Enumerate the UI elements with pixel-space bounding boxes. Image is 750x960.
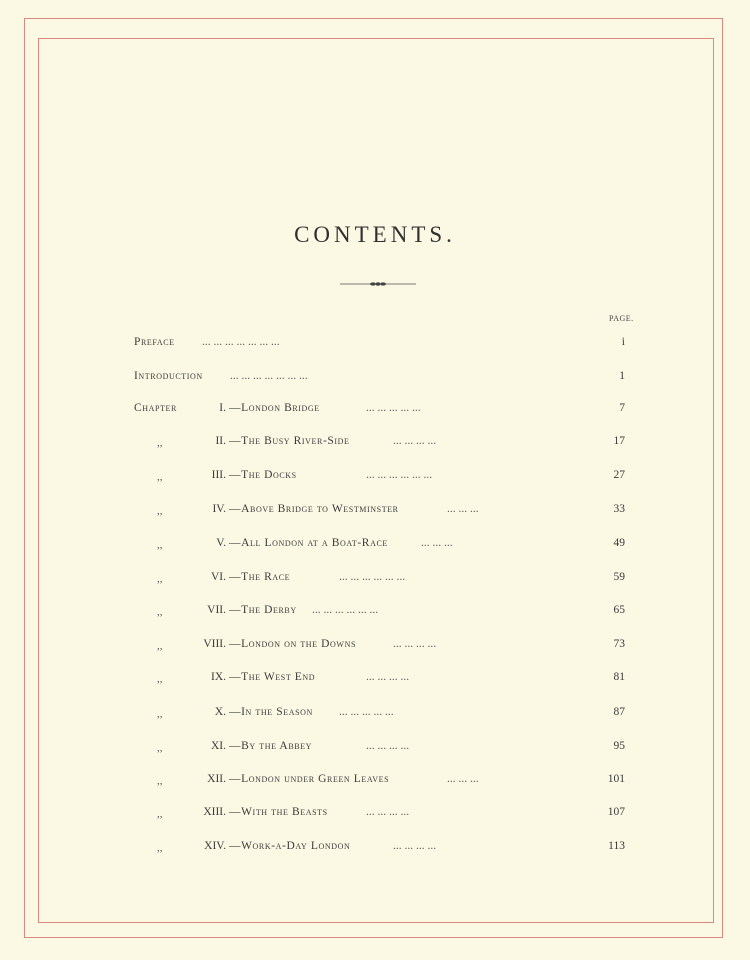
toc-row	[0, 770, 750, 788]
toc-title: —London Bridge	[229, 402, 320, 414]
leader-dots: ... ... ... ...	[393, 840, 437, 852]
toc-row	[0, 703, 750, 721]
page-number: 49	[613, 537, 625, 549]
ornament-divider-icon	[340, 281, 416, 287]
toc-row	[0, 635, 750, 653]
chapter-numeral: VI.	[210, 571, 226, 583]
page-number: 73	[613, 638, 625, 650]
leader-dots: ... ... ...	[447, 503, 479, 515]
ditto-mark: ,,	[157, 842, 163, 854]
toc-row	[0, 601, 750, 619]
toc-title: —The Derby	[229, 604, 297, 616]
page-number: 107	[607, 806, 625, 818]
leader-dots: ... ... ... ... ...	[339, 706, 394, 718]
page-column-header: PAGE.	[609, 314, 634, 323]
ditto-mark: ,,	[157, 742, 163, 754]
page-number: 101	[607, 773, 625, 785]
toc-row	[0, 668, 750, 686]
leader-dots: ... ... ... ... ... ...	[312, 604, 379, 616]
ditto-mark: ,,	[157, 606, 163, 618]
toc-title: —The Docks	[229, 469, 297, 481]
toc-row	[0, 803, 750, 821]
toc-title: —All London at a Boat-Race	[229, 537, 388, 549]
leader-dots: ... ... ... ...	[393, 435, 437, 447]
ditto-mark: ,,	[157, 505, 163, 517]
toc-row	[0, 837, 750, 855]
chapter-numeral: IX.	[210, 671, 226, 683]
toc-title: —The West End	[229, 671, 316, 683]
ditto-mark: ,,	[157, 775, 163, 787]
chapter-numeral: IV.	[212, 503, 226, 515]
toc-row	[0, 568, 750, 586]
page-number: 113	[608, 840, 625, 852]
toc-title: —The Busy River-Side	[229, 435, 350, 447]
leader-dots: ... ... ... ... ...	[366, 402, 421, 414]
page-number: 65	[613, 604, 625, 616]
toc-title: —The Race	[229, 571, 291, 583]
page-number: 27	[613, 469, 625, 481]
chapter-numeral: I.	[219, 402, 226, 414]
page-number: 95	[613, 740, 625, 752]
leader-dots: ... ... ... ...	[393, 638, 437, 650]
ditto-mark: ,,	[157, 808, 163, 820]
chapter-numeral: II.	[215, 435, 226, 447]
toc-row	[0, 500, 750, 518]
page-number: 7	[619, 402, 625, 414]
ditto-mark: ,,	[157, 539, 163, 551]
chapter-numeral: III.	[211, 469, 226, 481]
page-number: 59	[613, 571, 625, 583]
page-title: CONTENTS.	[294, 222, 456, 247]
leader-dots: ... ... ... ...	[366, 740, 410, 752]
toc-title: —London on the Downs	[229, 638, 357, 650]
ditto-mark: ,,	[157, 708, 163, 720]
chapter-numeral: VIII.	[203, 638, 226, 650]
leader-dots: ... ... ... ... ... ... ...	[202, 336, 280, 348]
leader-dots: ... ... ... ...	[366, 806, 410, 818]
toc-title: —In the Season	[229, 706, 313, 718]
page-number: 33	[613, 503, 625, 515]
ditto-mark: ,,	[157, 471, 163, 483]
toc-row	[0, 737, 750, 755]
leader-dots: ... ... ... ... ... ... ...	[230, 370, 308, 382]
chapter-numeral: V.	[216, 537, 226, 549]
chapter-numeral: XIII.	[203, 806, 226, 818]
chapter-label: Chapter	[134, 402, 177, 414]
page-number: i	[621, 336, 625, 348]
leader-dots: ... ... ...	[447, 773, 479, 785]
toc-row	[0, 432, 750, 450]
toc-title: —With the Beasts	[229, 806, 328, 818]
page-number: 1	[619, 370, 625, 382]
ditto-mark: ,,	[157, 437, 163, 449]
toc-title: Preface	[134, 336, 175, 348]
chapter-numeral: VII.	[207, 604, 226, 616]
chapter-numeral: XI.	[210, 740, 226, 752]
leader-dots: ... ... ...	[421, 537, 453, 549]
toc-row	[0, 333, 750, 351]
chapter-numeral: X.	[214, 706, 226, 718]
leader-dots: ... ... ... ...	[366, 671, 410, 683]
toc-title: Introduction	[134, 370, 203, 382]
page-number: 17	[613, 435, 625, 447]
toc-row	[0, 367, 750, 385]
ditto-mark: ,,	[157, 640, 163, 652]
toc-title: —Above Bridge to Westminster	[229, 503, 399, 515]
toc-row	[0, 399, 750, 417]
leader-dots: ... ... ... ... ... ...	[339, 571, 406, 583]
toc-title: —London under Green Leaves	[229, 773, 390, 785]
chapter-numeral: XII.	[207, 773, 226, 785]
chapter-numeral: XIV.	[204, 840, 226, 852]
toc-row	[0, 534, 750, 552]
page-number: 81	[613, 671, 625, 683]
ditto-mark: ,,	[157, 573, 163, 585]
page-number: 87	[613, 706, 625, 718]
ditto-mark: ,,	[157, 673, 163, 685]
toc-row	[0, 466, 750, 484]
toc-title: —Work-a-Day London	[229, 840, 351, 852]
leader-dots: ... ... ... ... ... ...	[366, 469, 433, 481]
toc-title: —By the Abbey	[229, 740, 313, 752]
